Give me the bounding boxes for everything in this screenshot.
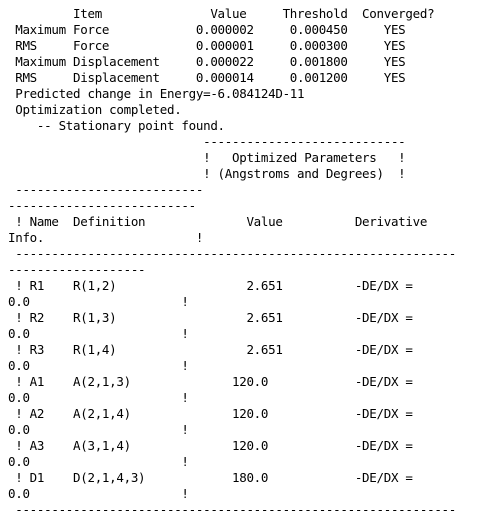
console-output: [8, 6, 502, 514]
convergence-row: RMS Displacement 0.000014 0.001200 YES: [8, 70, 406, 85]
parameter-row: ! R2 R(1,3) 2.651 -DE/DX =: [8, 310, 413, 325]
parameter-row: ! A2 A(2,1,4) 120.0 -DE/DX =: [8, 406, 413, 421]
parameter-row: ! A3 A(3,1,4) 120.0 -DE/DX =: [8, 438, 413, 453]
header-row: Item Value Threshold Converged?: [8, 6, 435, 21]
parameter-row: ! A1 A(2,1,3) 120.0 -DE/DX =: [8, 374, 413, 389]
divider-line: -------------------------------------------------------------: [8, 246, 456, 261]
divider-line: --------------------------: [8, 198, 196, 213]
parameter-row-continued: 0.0 !: [8, 358, 189, 373]
parameter-row: ! R3 R(1,4) 2.651 -DE/DX =: [8, 342, 413, 357]
divider-line: -------------------------------------------------------------: [8, 502, 456, 514]
section-title-line: ! Optimized Parameters !: [8, 150, 406, 165]
parameter-row-continued: 0.0 !: [8, 294, 189, 309]
parameter-row-continued: 0.0 !: [8, 454, 189, 469]
status-line: -- Stationary point found.: [8, 118, 225, 133]
divider-line: -------------------: [8, 262, 146, 277]
table-header-line: ! Name Definition Value Derivative: [8, 214, 428, 229]
convergence-row: Maximum Force 0.000002 0.000450 YES: [8, 22, 406, 37]
divider-line: ----------------------------: [8, 134, 406, 149]
parameter-row-continued: 0.0 !: [8, 422, 189, 437]
parameter-row-continued: 0.0 !: [8, 326, 189, 341]
energy-change-line: Predicted change in Energy=-6.084124D-11: [8, 86, 305, 101]
convergence-row: Maximum Displacement 0.000022 0.001800 YES: [8, 54, 406, 69]
status-line: Optimization completed.: [8, 102, 182, 117]
parameter-row-continued: 0.0 !: [8, 390, 189, 405]
parameter-row: ! D1 D(2,1,4,3) 180.0 -DE/DX =: [8, 470, 413, 485]
divider-line: --------------------------: [8, 182, 204, 197]
convergence-row: RMS Force 0.000001 0.000300 YES: [8, 38, 406, 53]
section-title-line: ! (Angstroms and Degrees) !: [8, 166, 406, 181]
parameter-row-continued: 0.0 !: [8, 486, 189, 501]
table-header-line: Info. !: [8, 230, 204, 245]
parameter-row: ! R1 R(1,2) 2.651 -DE/DX =: [8, 278, 413, 293]
